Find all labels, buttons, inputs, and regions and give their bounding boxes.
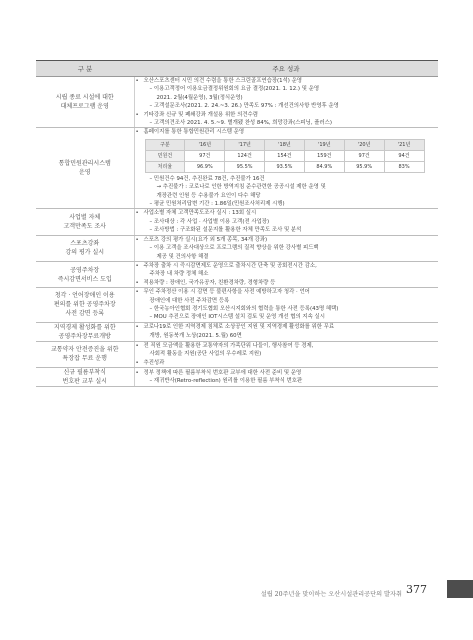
table-row [36,288,438,323]
stats-row-label: 민원건 [145,150,185,161]
category-line: 시립 종료 시설에 대한 [55,94,114,102]
bullet-line: • 추진성과 [135,359,439,367]
category-line: 공영주차장무료개방 [58,332,111,340]
sub-line: – 재귀반사(Retro-reflection) 원리를 이용한 필름 부착식 번호판 [149,377,303,384]
row-category [36,367,134,386]
stats-cell: 94건 [384,150,424,161]
bullet-line: 주차장 내 차량 정체 해소 [149,271,209,278]
sub-line: – 이용 고객을 조사대상으로 프로그램의 질적 향상을 위한 강사별 피드백 [149,245,319,252]
category-line: 편의를 위한 공영주차장 [53,301,116,309]
row-category [36,322,134,341]
category-line: 신규 필름부착식 [63,368,106,376]
header-category: 구 분 [36,61,134,77]
category-line: 스포츠강좌 [70,240,100,248]
bullet-line: • 코로나19로 인한 지역경제 침체로 소상공인 지원 및 지역경제 활성화를 위한 무료 [135,323,439,331]
sub-line: – MOU 추진으로 장애인 IOT시스템 설치 검토 및 운영 개선 협의 지속 실시 [149,314,325,321]
category-line: 번호판 교부 실시 [62,377,107,385]
stats-header-row [145,139,424,150]
table-row [36,367,438,386]
sub-line: 2021. 2월(4월운영), 3월(정식운영) [156,94,243,101]
table-row [36,128,438,209]
bullet-line: • 스포츠 강의 평가 실시(요가 외 5개 종목, 34개 강좌) [135,236,439,244]
table-row [36,209,438,235]
category-line: 특장잡 무료 운행 [62,355,107,363]
row-category [36,209,134,235]
stats-header-cell: '18년 [265,139,305,150]
sub-line: 제공 및 건의사항 해결 [156,253,209,260]
row-content [134,77,438,128]
stats-row [145,161,424,172]
stats-cell: 95.5% [225,161,265,172]
row-content [134,322,438,341]
row-category [36,77,134,128]
table-header-row [36,61,438,77]
row-category [36,288,134,323]
stats-cell: 154건 [265,150,305,161]
sub-line: – 조사방법 : 구조화된 설문지를 활용한 자체 만족도 조사 및 분석 [149,227,302,234]
row-content [134,128,438,209]
bullet-line: 장애인에 대한 사전 주차감면 등록 [149,297,230,304]
row-content [134,341,438,367]
stats-header-cell: 구분 [145,139,185,150]
bullet-line: • 홈페이지를 통한 통합민원관리 시스템 운영 [135,128,439,136]
category-line: 공영주차장 [70,266,100,274]
row-category [36,341,134,367]
stats-header-cell: '17년 [225,139,265,150]
bullet-line: 사회적 활동을 지원(공단 사업의 우수레로 지원) [149,351,262,358]
sub-line: 개장관련 인원 등 수용불가 요인이 다수 해당 [156,192,261,199]
table-body [36,77,438,387]
header-result: 주요 성과 [134,61,438,77]
category-line: 운영 [78,169,91,177]
table-row [36,77,438,128]
stats-header-cell: '20년 [344,139,384,150]
stats-header-cell: '21년 [384,139,424,150]
category-line: 통합민원관리시스템 [58,160,111,168]
category-line: 지역경제 활성화를 위한 [53,323,116,331]
bullet-line: • 주차장 출차 시 즉시감면제도 운영으로 출차시간 단축 및 공회전시간 감소, [135,262,439,270]
category-line: 교통약자 안전증진을 위한 [50,346,119,354]
footer-title: 설립 20주년을 맞이하는 오산시설관리공단의 발자취 [260,591,402,598]
row-category [36,128,134,209]
category-line: 청각 · 언어장애인 이용 [54,292,115,300]
stats-header-cell: '19년 [304,139,344,150]
stats-cell: 83% [384,161,424,172]
row-content [134,367,438,386]
stats-cell: 84.9% [304,161,344,172]
stats-cell: 159건 [304,150,344,161]
row-content [134,235,438,261]
table-row [36,341,438,367]
table-row [36,261,438,287]
category-line: 사전 감면 등록 [65,310,105,318]
bullet-line: • 전 직원 모금액을 활용한 교통약자의 가족단위 나들이, 행사참여 등 경제, [135,342,439,350]
stats-cell: 97건 [344,150,384,161]
stats-cell: 97건 [185,150,225,161]
sub-line: – 평균 민원처리답변 기간 : 1.86일(민원조사처리제 시행) [149,201,285,208]
stats-row [145,150,424,161]
bullet-line: • 정부 정책에 따른 필름부착식 번호판 교부에 대한 사전 준비 및 운영 [135,369,439,377]
sub-line: – 민원건수 94건, 추진완료 78건, 추진불가 16건 [149,175,265,182]
bullet-line: • 사업소별 자체 고객만족도조사 실시 : 13회 실시 [135,209,439,217]
category-line: 사업별 자체 [69,214,101,222]
stats-row-label: 처리율 [145,161,185,172]
row-category [36,235,134,261]
bullet-line: • 오산스포츠센터 시민 의견 수렴을 통한 스크린골프연습장(1석) 운영 [135,77,439,85]
category-line: 즉시감면서비스 도입 [57,275,112,283]
table-row [36,235,438,261]
bullet-line: • 적용차량 : 장애인, 국가유공자, 친환경차량, 경형차량 등 [135,279,439,287]
category-line: 강의 평가 실시 [65,249,105,257]
stats-cell: 95.9% [344,161,384,172]
row-content [134,288,438,323]
stats-header-cell: '16년 [185,139,225,150]
stats-cell: 93.5% [265,161,305,172]
category-line: 대체프로그램 운영 [60,103,109,111]
bullet-line: • 기타강좌 신규 및 폐쇄강좌 개설용 위한 의견수렴 [135,111,439,119]
page-number: 377 [406,583,427,596]
sub-line: → 추진불가 : 코로나로 인한 방역지침 준수관련한 공공시설 제한 운영 및 [156,184,326,191]
sub-line: – 조사대상 : 각 사업 · 사업별 이용 고객(전 사업장) [149,218,270,225]
performance-table [36,60,438,387]
row-content [134,261,438,287]
row-category [36,261,134,287]
bullet-line: 개방, 원동북개 노상(2021. 5.월) 60면 [149,332,242,339]
row-content [134,209,438,235]
complaint-stats-table [145,139,425,173]
table-row [36,322,438,341]
sub-line: – 한국농아인협회 경기도협회 오산시지회와의 협력을 통한 사전 등록(43명 혜택) [149,305,339,312]
sub-line: – 고객의견조사 2021. 4. 5.~9. 별개됐 찬성 84%, 희망강좌(스피닝, 플러스) [149,120,332,127]
stats-cell: 124건 [225,150,265,161]
sub-line: – 고객설문조사(2021. 2. 24.~3. 26.) 만족도 97% : 개선건의사항 반영후 운영 [149,103,339,110]
stats-cell: 96.9% [185,161,225,172]
page-edge-tab [447,580,473,598]
bullet-line: • 무인 주차정산 이용 시 감면 등 불편사항을 사전 예방하고자 청각 · 언어 [135,288,439,296]
sub-line: – 이용고객정어 이용요금결정위원회의 요금 결정(2021. 1. 12.) 및 운영 [149,86,320,93]
category-line: 고객만족도 조사 [63,223,106,231]
